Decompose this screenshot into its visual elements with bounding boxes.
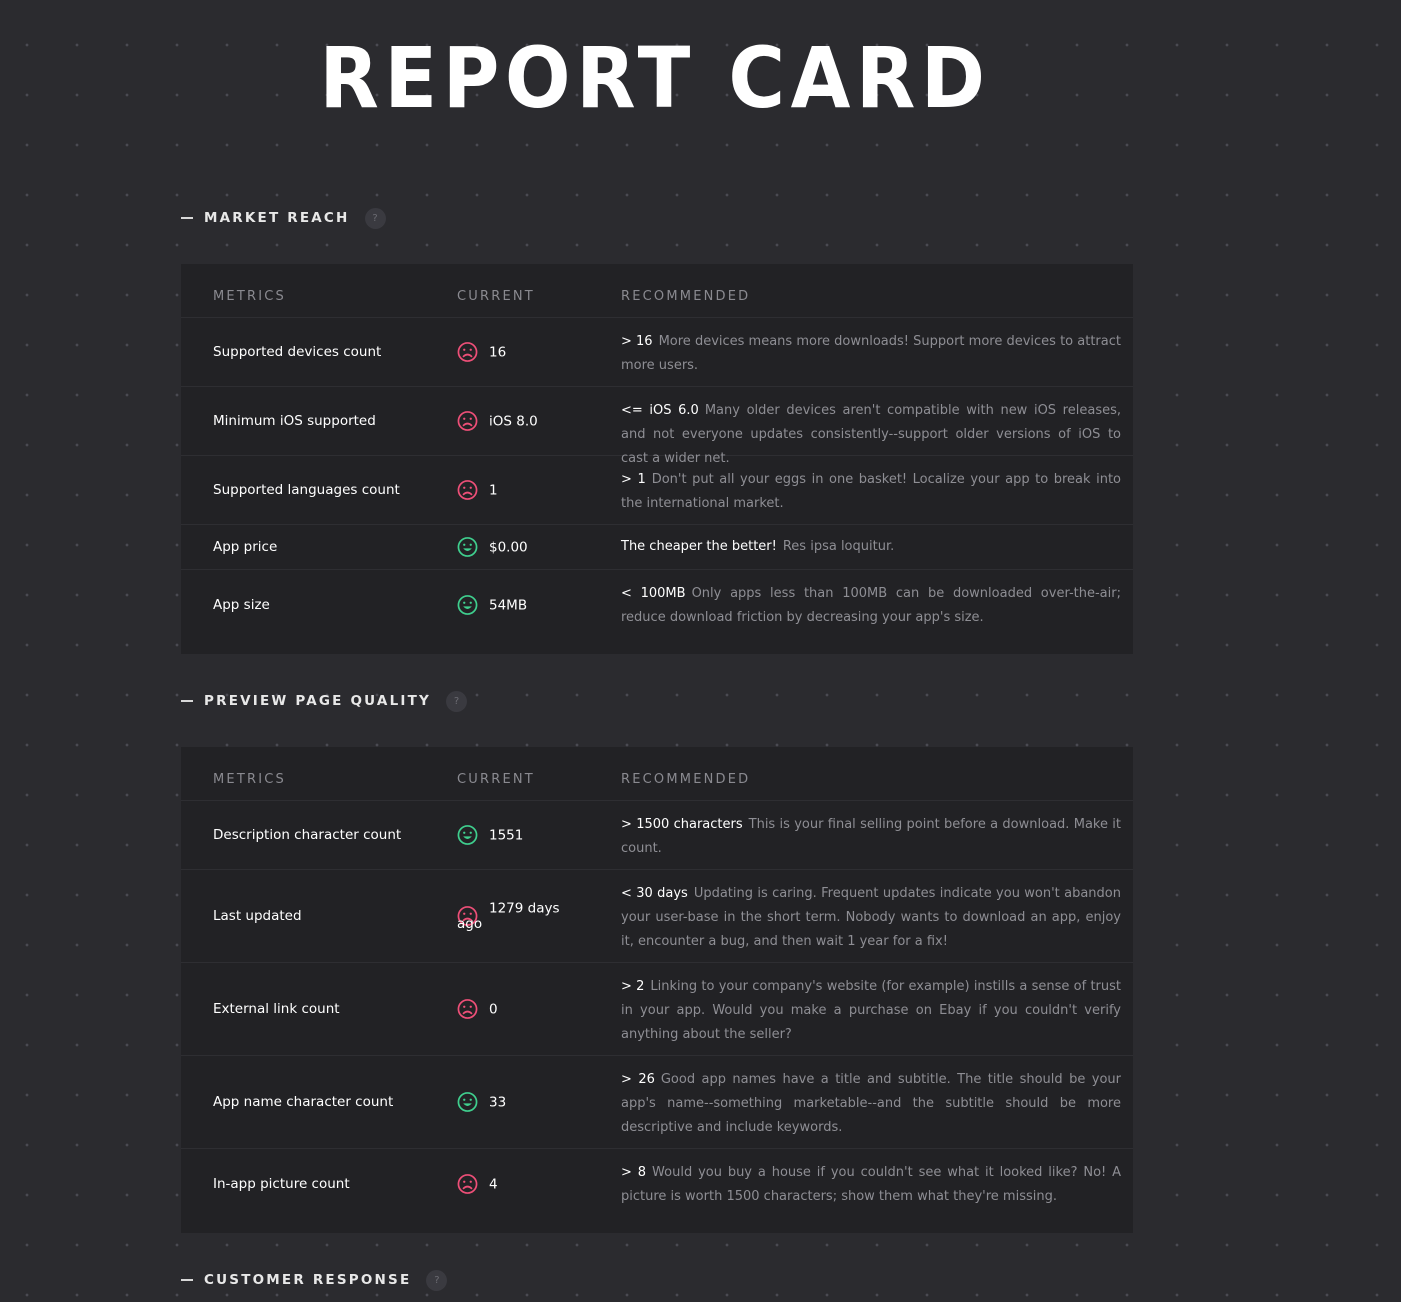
section-header-preview-page-quality[interactable]: [181, 689, 467, 713]
recommendation-text: Only apps less than 100MB can be downloaded over-the-air; reduce download friction by decreasing your app's size.: [621, 586, 1121, 625]
happy-face-icon: [457, 595, 478, 616]
metric-name: App size: [213, 597, 270, 613]
help-icon[interactable]: ?: [446, 691, 467, 712]
current-value: 4: [489, 1176, 498, 1192]
recommended-target: The cheaper the better!: [621, 539, 777, 554]
metric-name: External link count: [213, 1001, 340, 1017]
sad-face-icon: [457, 342, 478, 363]
recommended-target: < 30 days: [621, 886, 688, 901]
collapse-dash-icon[interactable]: [181, 700, 193, 702]
metric-name: Last updated: [213, 908, 302, 924]
table-row: [181, 870, 1133, 963]
recommendation-text: Updating is caring. Frequent updates indicate you won't abandon your user-base in the short term. Nobody wants to download an app, enjoy it, encounter a bug, and then wait 1 year for a fix!: [621, 886, 1121, 949]
recommended-target: > 26: [621, 1072, 655, 1087]
table-row: [181, 570, 1133, 654]
recommended-target: > 16: [621, 334, 653, 349]
table-row: [181, 801, 1133, 870]
current-value: 1: [489, 482, 498, 498]
column-header-recommended: RECOMMENDED: [621, 289, 751, 304]
happy-face-icon: [457, 537, 478, 558]
sad-face-icon: [457, 411, 478, 432]
current-cell: [457, 1174, 498, 1195]
current-cell: [457, 999, 498, 1020]
happy-face-icon: [457, 825, 478, 846]
recommendation: [621, 975, 1121, 1047]
column-header-metrics: METRICS: [213, 772, 286, 787]
sad-face-icon: [457, 999, 478, 1020]
column-header-current: CURRENT: [457, 289, 535, 304]
table-row: [181, 387, 1133, 466]
metric-name: App price: [213, 539, 278, 555]
current-cell: [457, 537, 528, 558]
metrics-table-market-reach: [181, 264, 1133, 654]
recommended-target: > 1: [621, 472, 646, 487]
recommendation: [621, 330, 1121, 378]
metric-name: In-app picture count: [213, 1176, 350, 1192]
current-cell: [457, 825, 523, 846]
column-header-metrics: METRICS: [213, 289, 286, 304]
recommended-target: <= iOS 6.0: [621, 403, 699, 418]
table-header: [181, 747, 1133, 801]
table-row: [181, 525, 1133, 570]
current-cell: [457, 411, 538, 432]
metric-name: Minimum iOS supported: [213, 413, 376, 429]
recommended-target: < 100MB: [621, 586, 686, 601]
column-header-current: CURRENT: [457, 772, 535, 787]
table-row: [181, 963, 1133, 1056]
metric-name: Description character count: [213, 827, 402, 843]
help-icon[interactable]: ?: [365, 208, 386, 229]
collapse-dash-icon[interactable]: [181, 1279, 193, 1281]
page-title: REPORT CARD: [319, 29, 991, 127]
current-value: 0: [489, 1001, 498, 1017]
section-title: MARKET REACH: [204, 210, 350, 226]
current-value: 33: [489, 1094, 507, 1110]
help-icon[interactable]: ?: [426, 1270, 447, 1291]
table-row: [181, 318, 1133, 387]
current-value: 1279 days: [489, 900, 560, 916]
recommendation: [621, 882, 1121, 954]
current-value-overflow: ago: [457, 916, 483, 932]
recommendation-text: Good app names have a title and subtitle. The title should be your app's name--something marketable--and the subtitle should be more descriptive and include keywords.: [621, 1072, 1121, 1135]
section-title: PREVIEW PAGE QUALITY: [204, 693, 431, 709]
metrics-table-preview-page-quality: [181, 747, 1133, 1233]
table-row: [181, 1149, 1133, 1233]
metric-name: App name character count: [213, 1094, 394, 1110]
recommendation-text: Would you buy a house if you couldn't see what it looked like? No! A picture is worth 1500 characters; show them what they're missing.: [621, 1165, 1122, 1204]
recommendation-text: More devices means more downloads! Support more devices to attract more users.: [621, 334, 1121, 373]
recommendation-text: Many older devices aren't compatible with new iOS releases, and not everyone updates consistently--support older versions of iOS to cast a wider net.: [621, 403, 1121, 466]
current-value: iOS 8.0: [489, 413, 538, 429]
recommendation: [621, 468, 1121, 516]
current-cell: [457, 595, 527, 616]
metric-name: Supported devices count: [213, 344, 382, 360]
collapse-dash-icon[interactable]: [181, 217, 193, 219]
current-value: $0.00: [489, 539, 528, 555]
recommendation: [621, 1161, 1121, 1209]
recommendation: [621, 582, 1121, 630]
recommendation-text: Res ipsa loquitur.: [782, 539, 895, 554]
current-cell: [457, 342, 506, 363]
recommended-target: > 2: [621, 979, 645, 994]
recommendation-text: Linking to your company's website (for example) instills a sense of trust in your app. Would you make a purchase on Ebay if you couldn't verify anything about the seller?: [621, 979, 1122, 1042]
recommendation-text: Don't put all your eggs in one basket! Localize your app to break into the international market.: [621, 472, 1121, 511]
recommendation: [621, 813, 1121, 861]
recommended-target: > 1500 characters: [621, 817, 743, 832]
table-row: [181, 456, 1133, 525]
recommendation: [621, 535, 1121, 559]
current-cell: [457, 1092, 506, 1113]
section-header-market-reach[interactable]: [181, 206, 386, 230]
current-value: 54MB: [489, 597, 528, 613]
section-title: CUSTOMER RESPONSE: [204, 1272, 412, 1288]
sad-face-icon: [457, 480, 478, 501]
section-header-customer-response[interactable]: [181, 1268, 447, 1292]
column-header-recommended: RECOMMENDED: [621, 772, 751, 787]
table-header: [181, 264, 1133, 318]
sad-face-icon: [457, 1174, 478, 1195]
metric-name: Supported languages count: [213, 482, 400, 498]
current-value: 1551: [489, 827, 524, 843]
recommendation: [621, 1068, 1121, 1140]
table-row: [181, 1056, 1133, 1149]
current-cell: [457, 480, 498, 501]
recommended-target: > 8: [621, 1165, 647, 1180]
current-value: 16: [489, 344, 507, 360]
recommendation-text: This is your final selling point before a download. Make it count.: [621, 817, 1122, 856]
happy-face-icon: [457, 1092, 478, 1113]
